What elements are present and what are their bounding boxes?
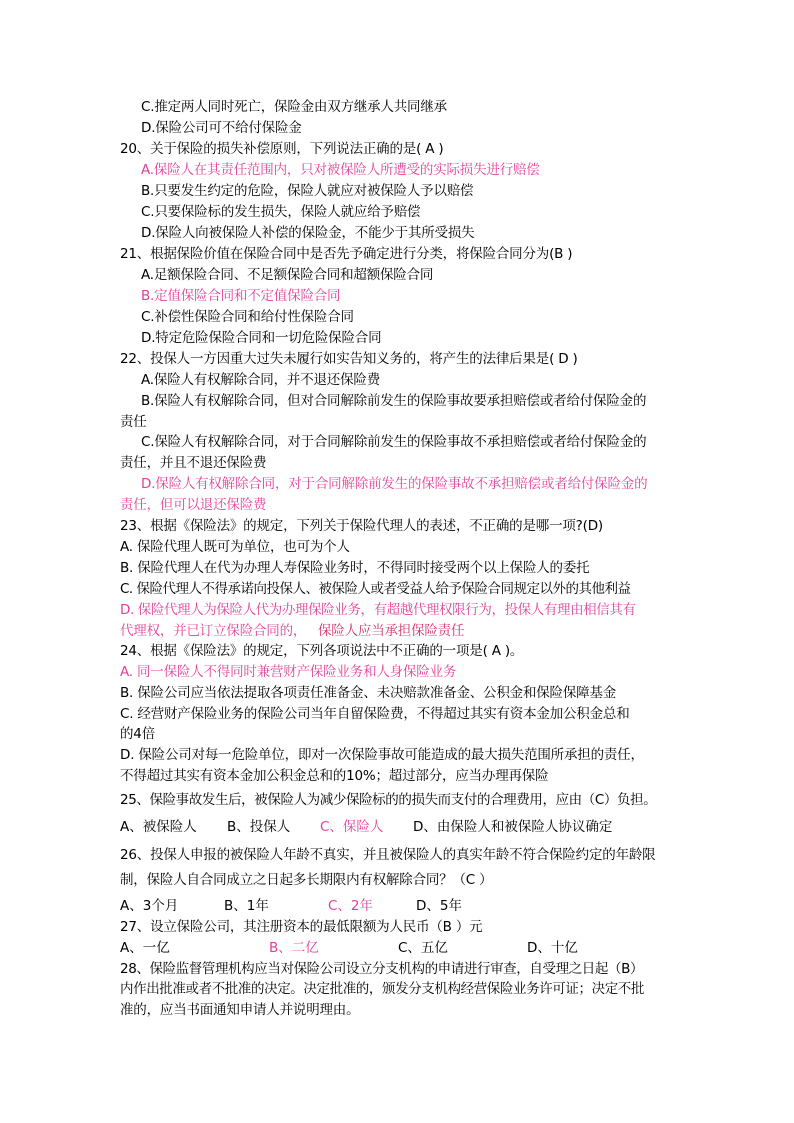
q23-option-d-highlight: 保险人应当承担保险责任: [318, 623, 465, 639]
q23-option-a: A. 保险代理人既可为单位，也可为个人: [120, 539, 350, 555]
q27-option-b-answer: B、二亿: [269, 940, 319, 956]
q26-option-d: D、5年: [416, 898, 462, 914]
q27-option-a: A、一亿: [120, 940, 170, 956]
q23-option-b: B. 保险代理人在代为办理人寿保险业务时，不得同时接受两个以上保险人的委托: [120, 560, 590, 576]
q26-stem-cont: 制，保险人自合同成立之日起多长期限内有权解除合同？（C ）: [120, 872, 493, 888]
q23-option-d-cont: 代理权，并已订立保险合同的，: [120, 623, 307, 639]
q28-stem-cont-1: 内作出批准或者不批准的决定。决定批准的，颁发分支机构经营保险业务许可证；决定不批: [120, 981, 644, 997]
q20-stem: 20、关于保险的损失补偿原则，下列说法正确的是( A ): [120, 141, 444, 157]
q27-option-d: D、十亿: [527, 940, 578, 956]
q26-option-c-answer: C、2年: [328, 898, 374, 914]
q22-option-b: B.保险人有权解除合同，但对合同解除前发生的保险事故要承担赔偿或者给付保险金的: [141, 393, 647, 409]
q20-option-a-answer: A.保险人在其责任范围内，只对被保险人所遭受的实际损失进行赔偿: [141, 162, 540, 178]
q25-option-b: B、投保人: [227, 819, 291, 835]
q21-option-b-answer: B.定值保险合同和不定值保险合同: [141, 288, 341, 304]
q22-option-d-answer: D.保险人有权解除合同，对于合同解除前发生的保险事故不承担赔偿或者给付保险金的: [141, 476, 648, 492]
q22-stem: 22、投保人一方因重大过失未履行如实告知义务的，将产生的法律后果是( D ): [120, 351, 578, 367]
q26-option-b: B、1年: [224, 898, 269, 914]
q20-option-b: B.只要发生约定的危险，保险人就应对被保险人予以赔偿: [141, 183, 474, 199]
q25-option-c-answer: C、保险人: [320, 819, 384, 835]
q28-stem: 28、保险监督管理机构应当对保险公司设立分支机构的申请进行审查，自受理之日起（B）: [120, 961, 644, 977]
q22-option-c: C.保险人有权解除合同，对于合同解除前发生的保险事故不承担赔偿或者给付保险金的: [141, 434, 647, 450]
q22-option-b-cont: 责任: [120, 414, 147, 430]
q24-option-d: D. 保险公司对每一危险单位，即对一次保险事故可能造成的最大损失范围所承担的责任，: [120, 747, 644, 763]
q25-stem: 25、保险事故发生后，被保险人为减少保险标的的损失而支付的合理费用，应由（C）负担。: [120, 792, 657, 808]
q22-option-d-cont: 责任，但可以退还保险费: [120, 497, 267, 513]
q22-option-c-cont: 责任，并且不退还保险费: [120, 455, 267, 471]
q24-option-a-answer: A. 同一保险人不得同时兼营财产保险业务和人身保险业务: [120, 664, 457, 680]
q21-option-a: A.足额保险合同、不足额保险合同和超额保险合同: [141, 267, 434, 283]
q21-stem: 21、根据保险价值在保险合同中是否先予确定进行分类，将保险合同分为(B ): [120, 246, 573, 262]
q22-option-a: A.保险人有权解除合同，并不退还保险费: [141, 372, 380, 388]
q27-stem: 27、设立保险公司，其注册资本的最低限额为人民币（B ）元: [120, 919, 483, 935]
q19-option-c: C.推定两人同时死亡，保险金由双方继承人共同继承: [141, 99, 447, 115]
q25-option-a: A、被保险人: [120, 819, 197, 835]
q20-option-c: C.只要保险标的发生损失，保险人就应给予赔偿: [141, 204, 421, 220]
q19-option-d: D.保险公司可不给付保险金: [141, 120, 302, 136]
q26-stem: 26、投保人申报的被保险人年龄不真实，并且被保险人的真实年龄不符合保险约定的年龄限: [120, 847, 656, 863]
q21-option-d: D.特定危险保险合同和一切危险保险合同: [141, 330, 382, 346]
q24-option-c-cont: 的4倍: [120, 726, 155, 742]
q21-option-c: C.补偿性保险合同和给付性保险合同: [141, 309, 354, 325]
q28-stem-cont-2: 准的，应当书面通知申请人并说明理由。: [120, 1002, 360, 1018]
q23-option-c: C. 保险代理人不得承诺向投保人、被保险人或者受益人给予保险合同规定以外的其他利益: [120, 581, 631, 597]
q24-option-c: C. 经营财产保险业务的保险公司当年自留保险费，不得超过其实有资本金加公积金总和: [120, 706, 630, 722]
q23-option-d-answer: D. 保险代理人为保险人代为办理保险业务，有超越代理权限行为，投保人有理由相信其有: [120, 602, 636, 618]
q24-option-d-cont: 不得超过其实有资本金加公积金总和的10%；超过部分，应当办理再保险: [120, 768, 549, 784]
q23-stem: 23、根据《保险法》的规定，下列关于保险代理人的表述，不正确的是哪一项?(D): [120, 518, 603, 534]
q27-option-c: C、五亿: [398, 940, 448, 956]
q26-option-a: A、3个月: [120, 898, 179, 914]
q25-option-d: D、由保险人和被保险人协议确定: [413, 819, 613, 835]
q20-option-d: D.保险人向被保险人补偿的保险金，不能少于其所受损失: [141, 225, 475, 241]
q24-option-b: B. 保险公司应当依法提取各项责任准备金、未决赔款准备金、公积金和保险保障基金: [120, 685, 617, 701]
q24-stem: 24、根据《保险法》的规定，下列各项说法中不正确的一项是( A )。: [120, 643, 524, 659]
